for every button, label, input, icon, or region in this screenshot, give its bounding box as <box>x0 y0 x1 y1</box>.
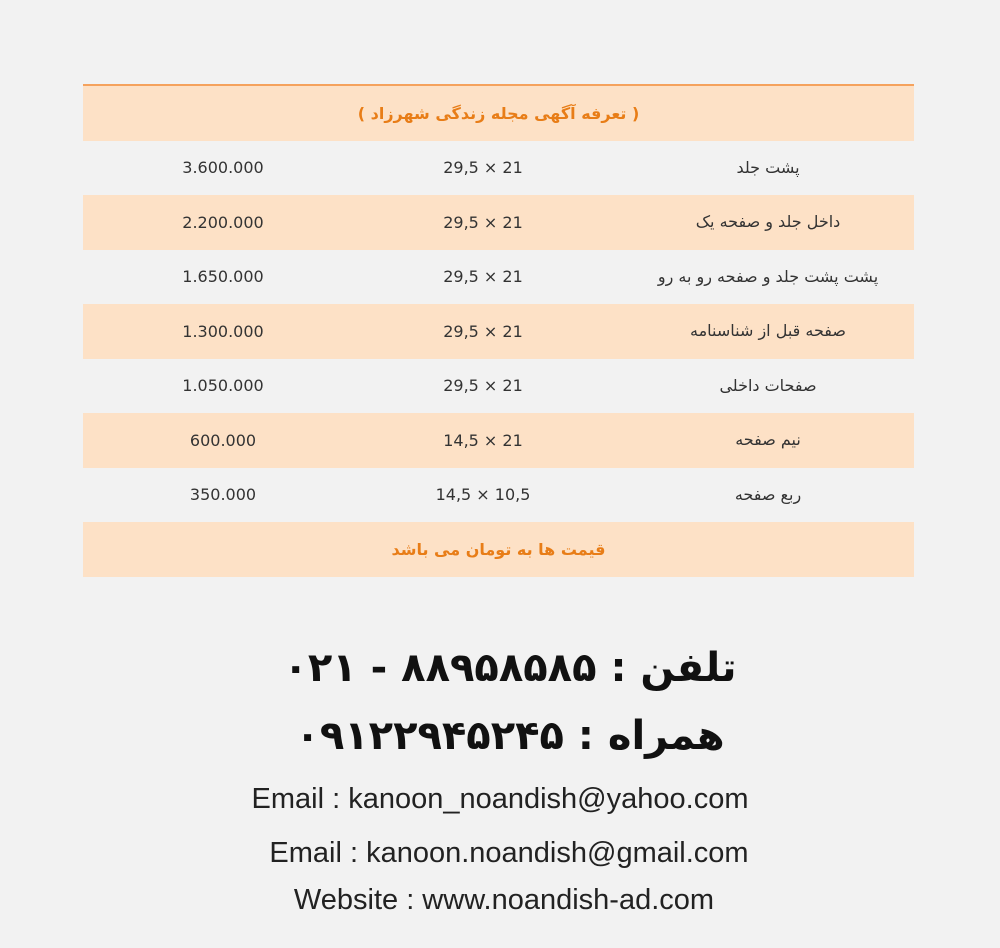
size-cell: 14,5 × 21 <box>443 430 523 450</box>
rate-table <box>83 84 914 577</box>
size-cell: 29,5 × 21 <box>443 321 523 341</box>
ad-type-cell: داخل جلد و صفحه یک <box>695 212 841 232</box>
table-row <box>83 304 914 359</box>
website-address: Website : www.noandish-ad.com <box>293 884 715 916</box>
price-cell: 2.200.000 <box>182 212 264 232</box>
mobile-line <box>0 713 1000 759</box>
table-row <box>83 141 914 196</box>
ad-type-cell: پشت جلد <box>736 157 800 177</box>
phone-line <box>0 645 1000 691</box>
currency-note: قیمت ها به تومان می باشد <box>391 539 606 559</box>
price-cell: 3.600.000 <box>182 158 264 178</box>
table-row <box>83 359 914 414</box>
table-row <box>83 413 914 468</box>
ad-type-cell: پشت پشت جلد و صفحه رو به رو <box>657 266 879 286</box>
ad-type-cell: ربع صفحه <box>734 484 802 504</box>
size-cell: 29,5 × 21 <box>443 212 523 232</box>
price-cell: 1.050.000 <box>182 376 264 396</box>
price-cell: 600.000 <box>189 430 257 450</box>
size-cell: 14,5 × 10,5 <box>435 485 531 505</box>
table-footer <box>83 522 914 577</box>
price-cell: 1.300.000 <box>182 321 264 341</box>
table-title: ( تعرفه آگهی مجله زندگی شهرزاد ) <box>357 103 640 123</box>
price-cell: 1.650.000 <box>182 267 264 287</box>
ad-type-cell: صفحه قبل از شناسنامه <box>690 321 846 341</box>
ad-type-cell: صفحات داخلی <box>719 375 817 395</box>
size-cell: 29,5 × 21 <box>443 158 523 178</box>
phone-number: ۰۲۱ - ۸۸۹۵۸۵۸۵ <box>283 645 597 691</box>
mobile-number: ۰۹۱۲۲۹۴۵۲۴۵ <box>295 713 564 759</box>
email-yahoo: Email : kanoon_noandish@yahoo.com <box>251 783 749 815</box>
ad-type-cell: نیم صفحه <box>735 430 801 450</box>
table-row <box>83 468 914 523</box>
email-gmail: Email : kanoon.noandish@gmail.com <box>269 837 749 869</box>
size-cell: 29,5 × 21 <box>443 267 523 287</box>
table-header <box>83 86 914 141</box>
mobile-label: همراه : <box>577 713 725 759</box>
size-cell: 29,5 × 21 <box>443 376 523 396</box>
table-row <box>83 195 914 250</box>
phone-label: تلفن : <box>610 645 737 691</box>
price-cell: 350.000 <box>189 485 257 505</box>
table-row <box>83 250 914 305</box>
